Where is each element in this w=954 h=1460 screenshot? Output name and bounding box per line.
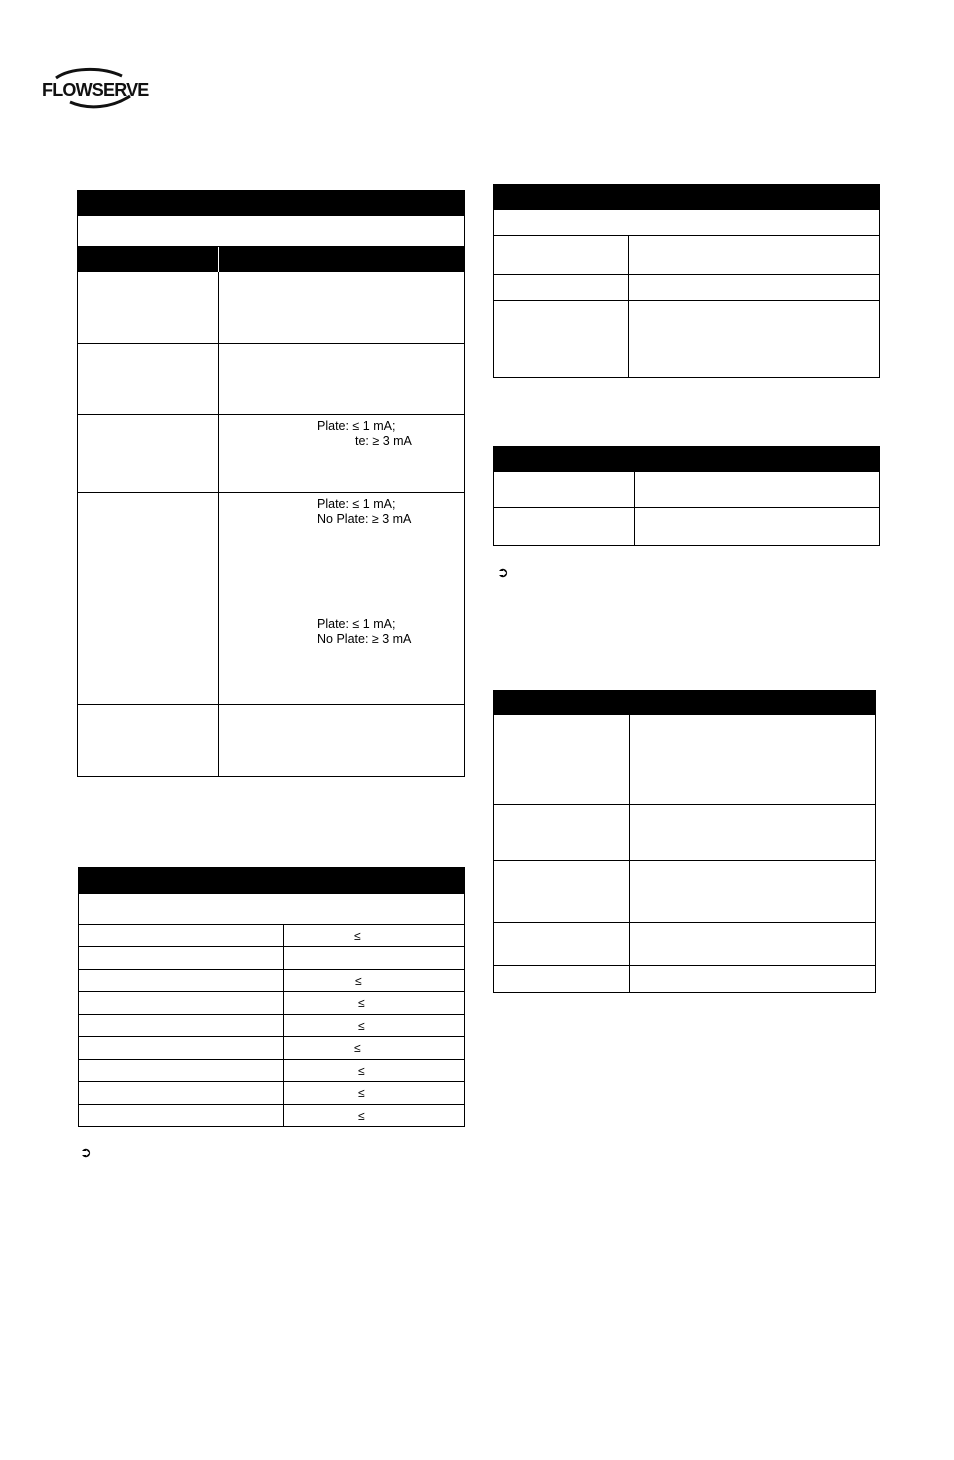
left-table-1-row-3-line-2: te: ≥ 3 mA (355, 434, 412, 448)
left-table-2-row-3-value: ≤ (355, 974, 362, 988)
left-table-2-row-4-value: ≤ (358, 996, 365, 1010)
note-arrow-icon-right: ➲ (497, 564, 509, 580)
right-table-2-title-bar (494, 447, 879, 472)
left-table-2-row-9-value: ≤ (358, 1109, 365, 1123)
left-table-2 (78, 867, 465, 1127)
left-table-1-header-row (78, 247, 464, 272)
left-table-2-row-8-value: ≤ (358, 1086, 365, 1100)
left-table-2-row-5-value: ≤ (358, 1019, 365, 1033)
right-table-3-title-bar (494, 691, 875, 715)
left-table-1-row-4-line-4: No Plate: ≥ 3 mA (317, 632, 412, 646)
right-table-1-title-bar (494, 185, 879, 210)
right-table-2 (493, 446, 880, 546)
left-table-1-row-4-line-1: Plate: ≤ 1 mA; (317, 497, 396, 511)
note-arrow-icon-left: ➲ (80, 1144, 92, 1160)
left-table-1 (77, 190, 465, 777)
left-table-2-row-7-value: ≤ (358, 1064, 365, 1078)
right-table-1 (493, 184, 880, 378)
left-table-1-row-4-line-2: No Plate: ≥ 3 mA (317, 512, 412, 526)
right-table-3 (493, 690, 876, 993)
left-table-1-row-3-line-1: Plate: ≤ 1 mA; (317, 419, 396, 433)
left-table-1-title-bar (78, 191, 464, 216)
logo-wordmark: FLOWSERVE (42, 80, 149, 100)
left-table-2-title-bar (79, 868, 464, 894)
left-table-2-row-1-value: ≤ (354, 929, 361, 943)
flowserve-logo (40, 66, 152, 112)
left-table-2-row-6-value: ≤ (354, 1041, 361, 1055)
left-table-1-row-4-line-3: Plate: ≤ 1 mA; (317, 617, 396, 631)
